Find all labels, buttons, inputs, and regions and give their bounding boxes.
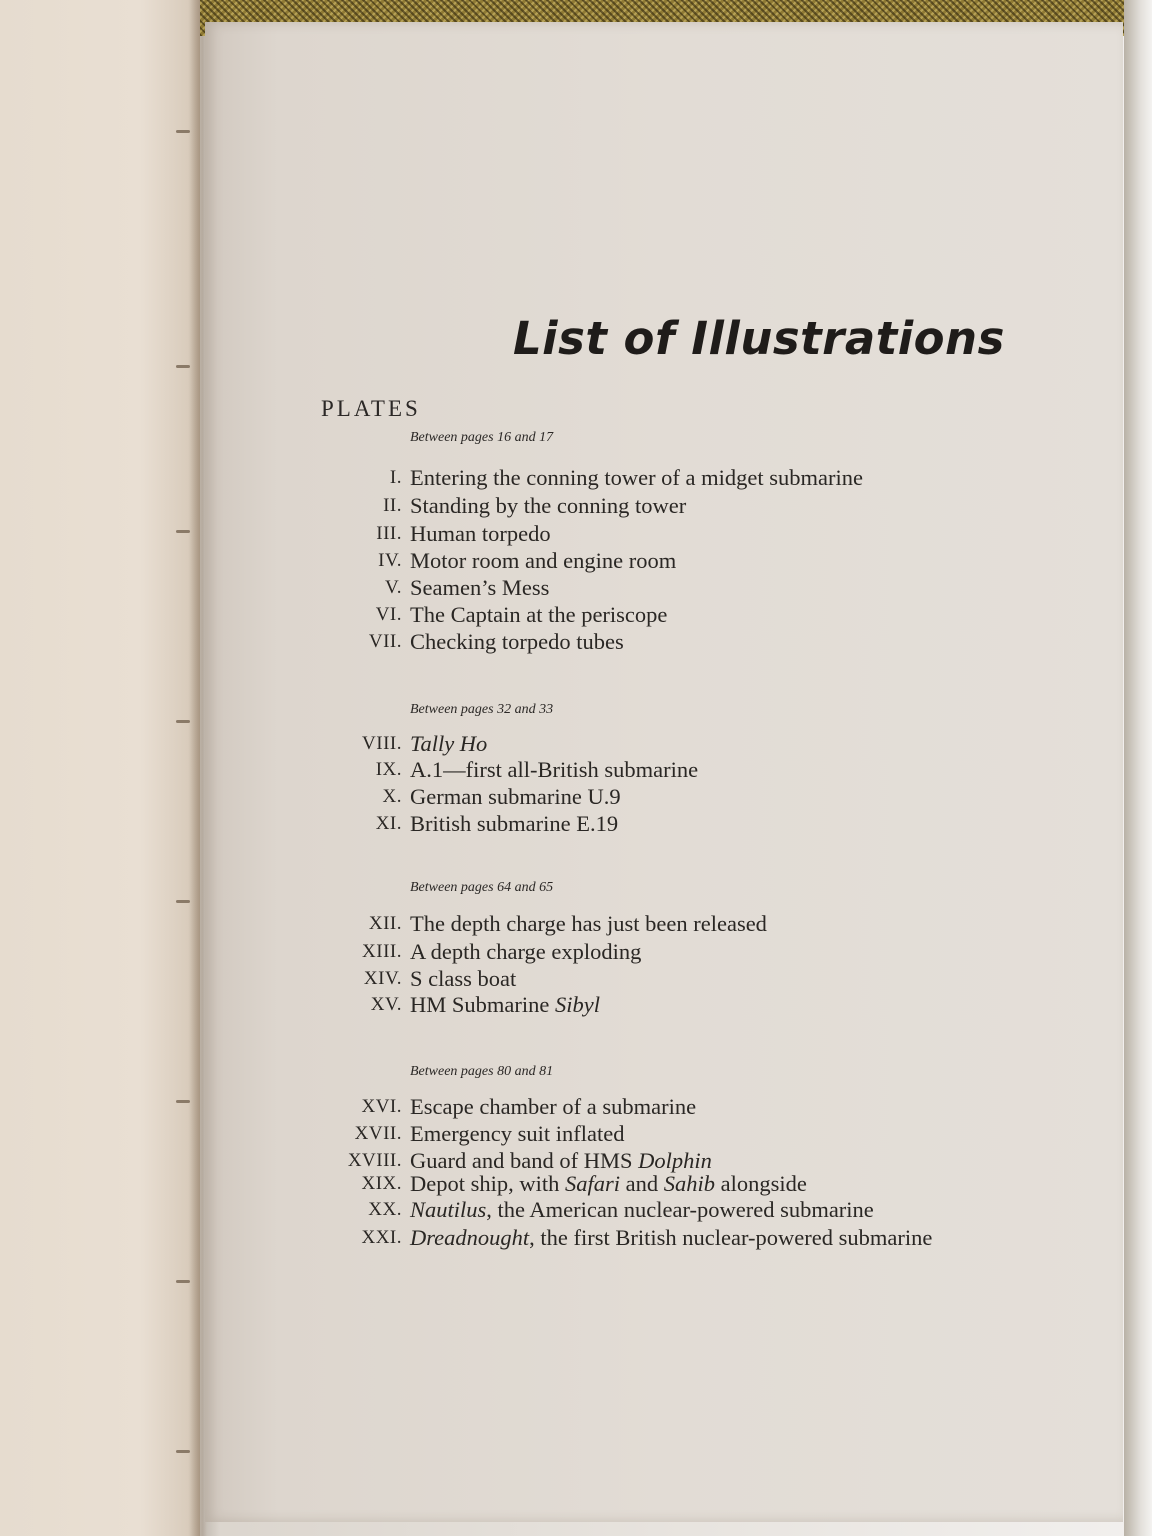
plate-entry bbox=[300, 1170, 1000, 1197]
binding-stitch bbox=[176, 1100, 190, 1103]
plate-number: XI. bbox=[375, 813, 402, 834]
plate-entry bbox=[300, 938, 1000, 965]
plate-title-italic: Dolphin bbox=[638, 1148, 712, 1173]
plate-title-text: , the first British nuclear-powered submarine bbox=[529, 1225, 933, 1250]
binding-stitch bbox=[176, 1450, 190, 1453]
plate-number: XIX. bbox=[361, 1173, 402, 1194]
plate-title bbox=[410, 991, 1000, 1018]
plate-title-italic: Dreadnought bbox=[410, 1225, 530, 1250]
plate-entry bbox=[300, 1224, 1000, 1280]
binding-stitch bbox=[176, 365, 190, 368]
plate-title bbox=[410, 1196, 1000, 1223]
group-caption: Between pages 80 and 81 bbox=[410, 1064, 554, 1079]
plate-title: S class boat bbox=[410, 966, 517, 991]
plate-number: VII. bbox=[368, 631, 402, 652]
plate-title: The Captain at the periscope bbox=[410, 602, 668, 627]
plate-title-italic: Nautilus bbox=[410, 1197, 487, 1222]
plate-entry bbox=[300, 1196, 1000, 1223]
plate-number: VI. bbox=[375, 604, 402, 625]
plate-title: Standing by the conning tower bbox=[410, 493, 687, 518]
plate-entry bbox=[300, 520, 1000, 547]
plate-title-text: HM Submarine bbox=[410, 992, 555, 1017]
plate-title: A.1—first all-British submarine bbox=[410, 757, 699, 782]
plate-number: IV. bbox=[378, 550, 402, 571]
plate-title: German submarine U.9 bbox=[410, 784, 621, 809]
plate-title: A depth charge exploding bbox=[410, 939, 642, 964]
plate-entry bbox=[300, 910, 1000, 937]
plate-number: XX. bbox=[368, 1199, 402, 1220]
plate-title: Escape chamber of a submarine bbox=[410, 1094, 697, 1119]
binding-stitch bbox=[176, 130, 190, 133]
plate-entry bbox=[300, 1120, 1000, 1147]
plate-entry bbox=[300, 492, 1000, 519]
plate-title: British submarine E.19 bbox=[410, 811, 619, 836]
plate-title-text: alongside bbox=[715, 1171, 807, 1196]
plate-title: Emergency suit inflated bbox=[410, 1121, 625, 1146]
plate-number: I. bbox=[389, 467, 402, 488]
plate-number: XIV. bbox=[363, 968, 402, 989]
plate-entry bbox=[300, 1093, 1000, 1120]
plate-title-text: Depot ship, with bbox=[410, 1171, 565, 1196]
plate-number: XIII. bbox=[362, 941, 402, 962]
cover-edge bbox=[1124, 0, 1152, 1536]
plate-number: II. bbox=[383, 495, 402, 516]
plate-title bbox=[410, 730, 1000, 757]
plate-title: Seamen’s Mess bbox=[410, 575, 550, 600]
plate-number: VIII. bbox=[362, 733, 402, 754]
plate-title: The depth charge has just been released bbox=[410, 911, 767, 936]
group-caption: Between pages 32 and 33 bbox=[410, 702, 554, 717]
plate-number: V. bbox=[384, 577, 402, 598]
plate-entry bbox=[300, 628, 1000, 655]
plate-title: Entering the conning tower of a midget submarine bbox=[410, 465, 863, 490]
binding-stitch bbox=[176, 1280, 190, 1283]
plate-number: III. bbox=[376, 523, 402, 544]
plate-entry bbox=[300, 601, 1000, 628]
binding-stitch bbox=[176, 530, 190, 533]
plate-entry bbox=[300, 810, 1000, 837]
plate-number: XXI. bbox=[361, 1227, 402, 1248]
plate-entry bbox=[300, 730, 1000, 757]
plate-title-text: , the American nuclear-powered submarine bbox=[486, 1197, 874, 1222]
plate-number: XII. bbox=[368, 913, 402, 934]
binding-stitch bbox=[176, 900, 190, 903]
binding-stitch bbox=[176, 720, 190, 723]
plate-title bbox=[410, 1170, 1000, 1197]
left-page bbox=[0, 0, 200, 1536]
plate-number: XV. bbox=[370, 994, 402, 1015]
plate-number: XVIII. bbox=[347, 1150, 402, 1171]
plate-number: X. bbox=[382, 786, 402, 807]
plate-entry bbox=[300, 991, 1000, 1018]
plate-number: IX. bbox=[375, 759, 402, 780]
group-caption: Between pages 16 and 17 bbox=[410, 430, 554, 445]
plate-entry bbox=[300, 574, 1000, 601]
plate-entry bbox=[300, 464, 1000, 491]
plate-entry bbox=[300, 783, 1000, 810]
plate-title-italic: Tally Ho bbox=[410, 731, 488, 756]
plate-title-text: and bbox=[620, 1171, 664, 1196]
plate-entry bbox=[300, 965, 1000, 992]
plate-entry bbox=[300, 756, 1000, 783]
plate-title-text: Guard and band of HMS bbox=[410, 1148, 639, 1173]
plate-title: Human torpedo bbox=[410, 521, 551, 546]
plate-number: XVII. bbox=[354, 1123, 402, 1144]
plate-title-italic: Safari bbox=[565, 1171, 621, 1196]
section-heading: PLATES bbox=[321, 396, 421, 421]
page-title: List of Illustrations bbox=[513, 312, 1005, 365]
plate-number: XVI. bbox=[361, 1096, 402, 1117]
plate-title-italic: Sahib bbox=[663, 1171, 716, 1196]
plate-title: Motor room and engine room bbox=[410, 548, 677, 573]
plate-entry bbox=[300, 547, 1000, 574]
plate-title bbox=[410, 1224, 995, 1251]
group-caption: Between pages 64 and 65 bbox=[410, 880, 554, 895]
plate-title-italic: Sibyl bbox=[555, 992, 600, 1017]
plate-title: Checking torpedo tubes bbox=[410, 629, 624, 654]
